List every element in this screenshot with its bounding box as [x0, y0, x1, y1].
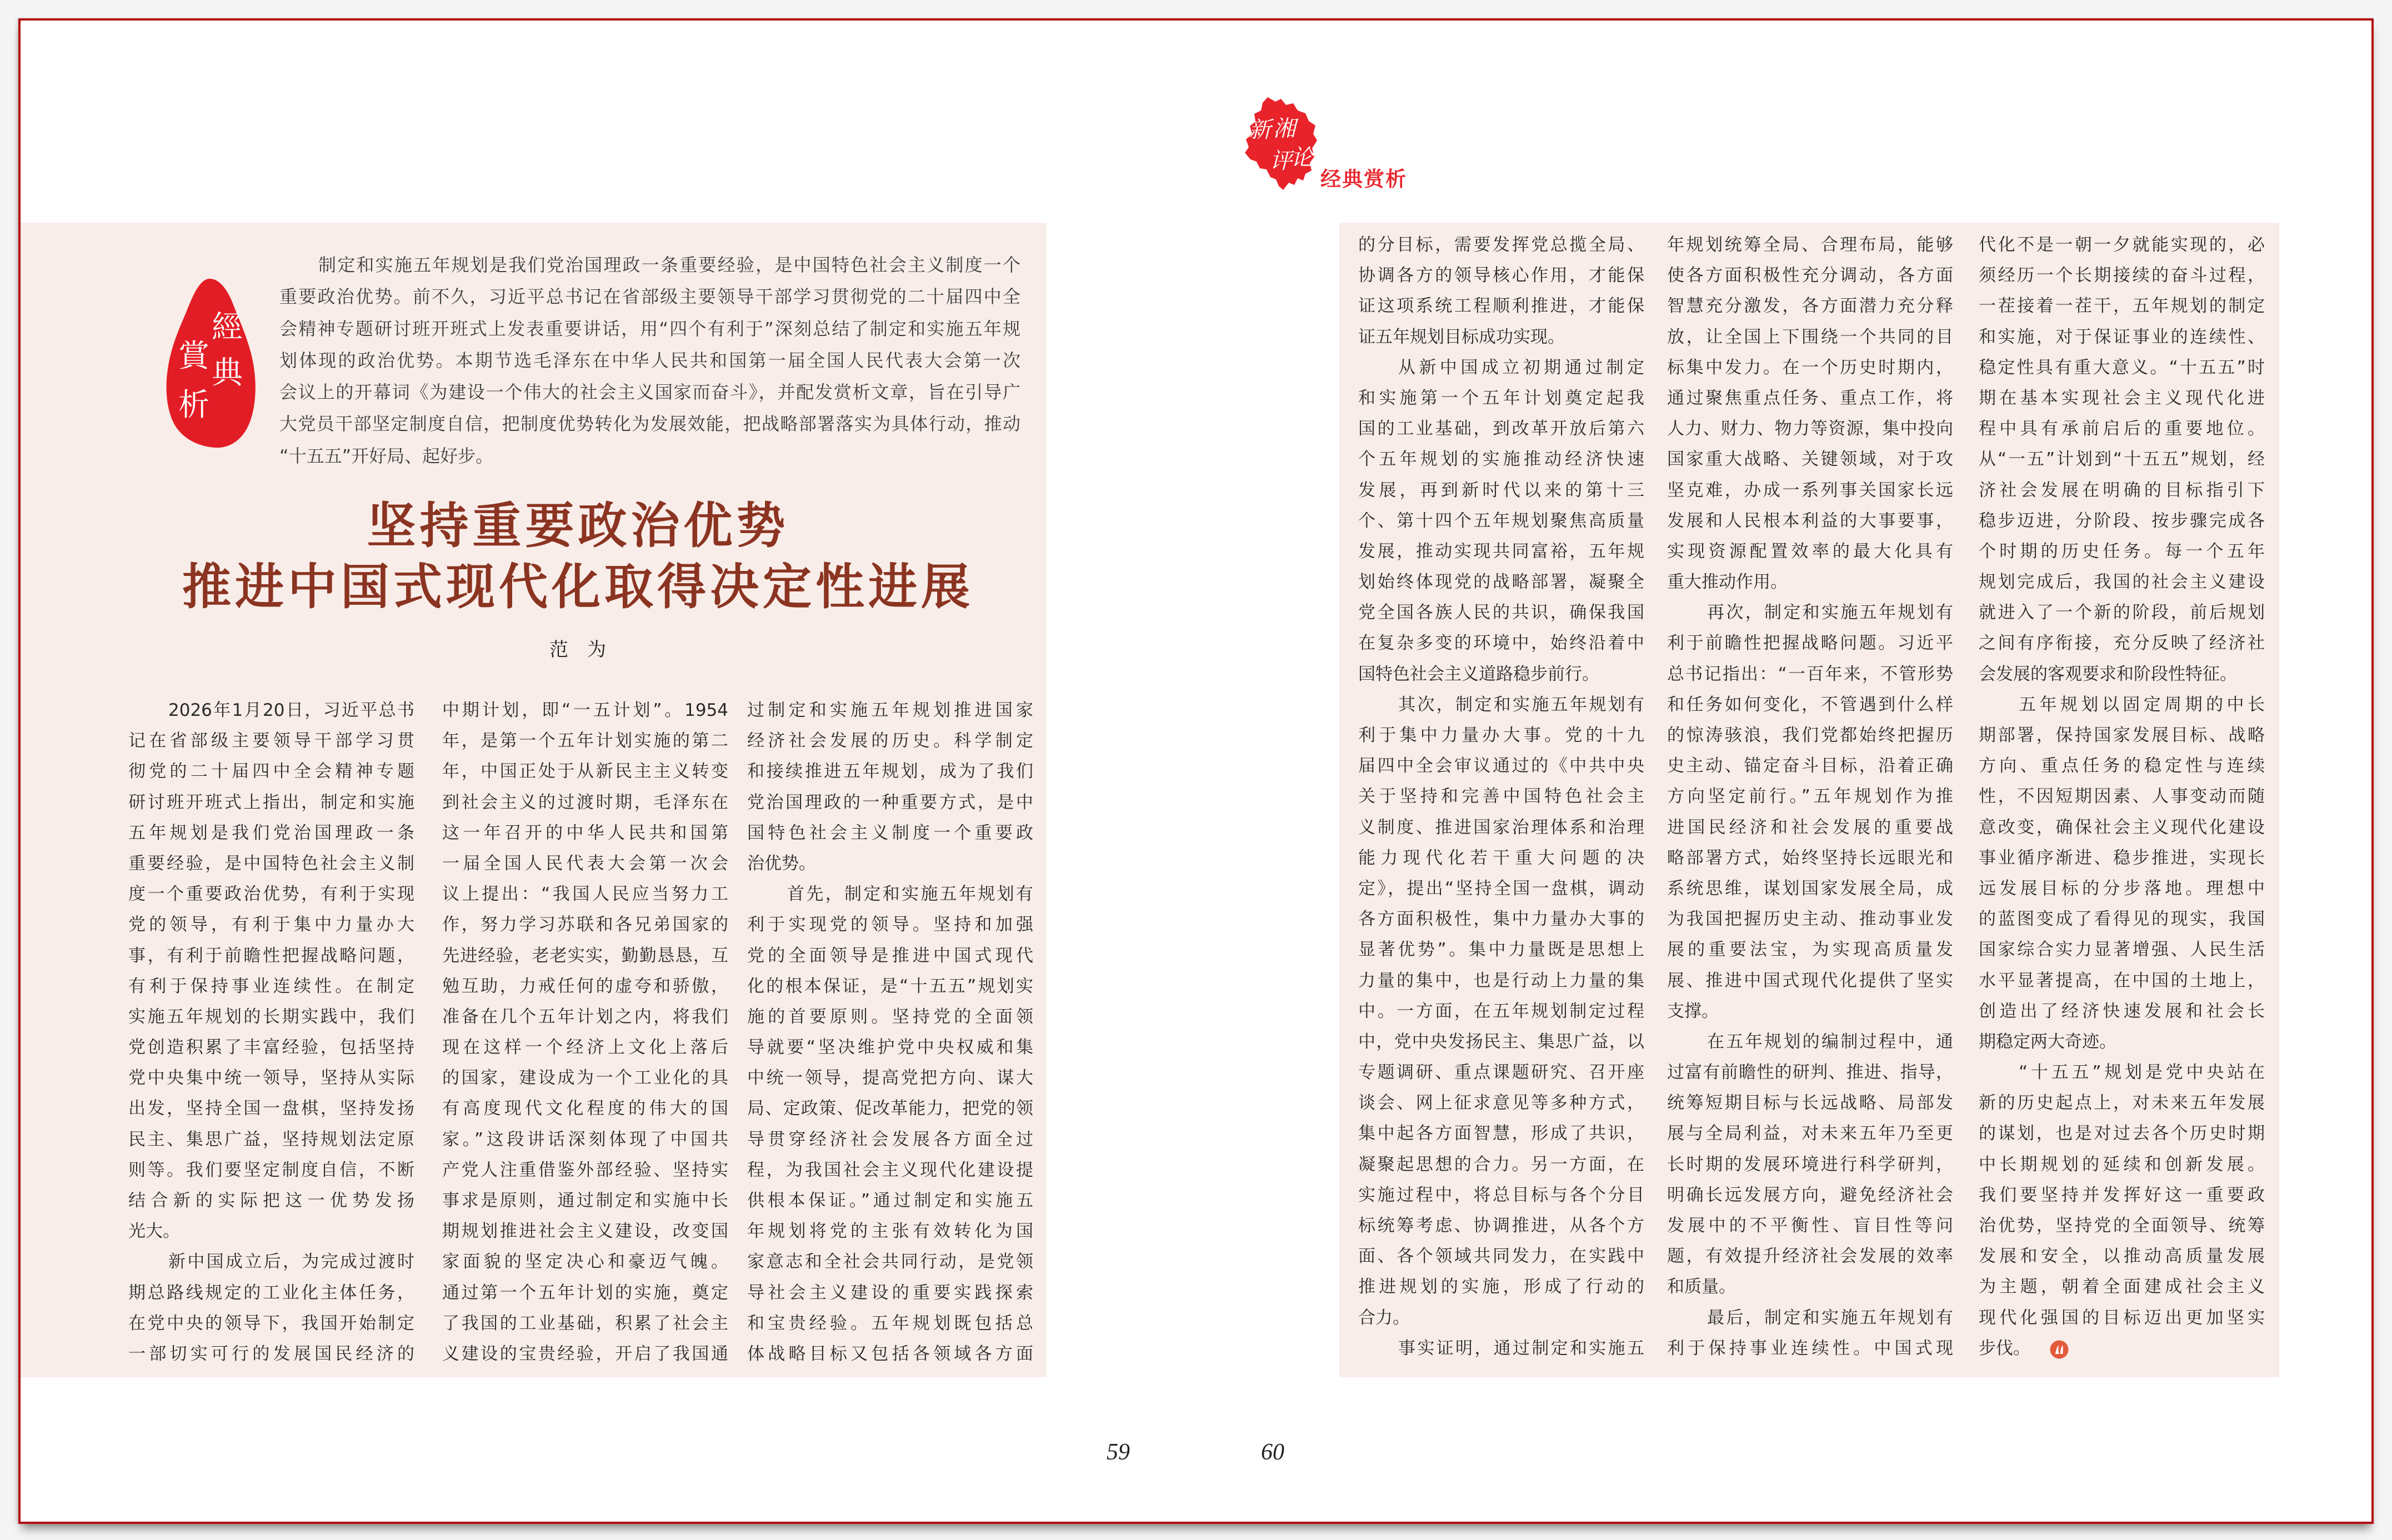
text-line: 创造出了经济快速发展和社会长: [1979, 1001, 2265, 1021]
text-line: 现代化强国的目标迈出更加坚实: [1979, 1307, 2265, 1328]
text-line: 过制定和实施五年规划推进国家: [747, 700, 1033, 720]
text-line: 集中起各方面智慧，形成了共识，: [1358, 1123, 1644, 1144]
text-line: 导社会主义建设的重要实践探索: [747, 1282, 1033, 1303]
text-line: 通过聚焦重点任务、重点工作，将: [1667, 388, 1953, 408]
text-line: 标统筹考虑、协调推进，从各个方: [1358, 1216, 1644, 1236]
paragraph: [1979, 690, 2265, 1057]
text-line: 的蓝图变成了看得见的现实，我国: [1979, 909, 2265, 930]
text-line: 和接续推进五年规划，成为了我们: [747, 761, 1033, 782]
text-line: 民主、集思广益，坚持规划法定原: [128, 1129, 414, 1150]
text-line: 放，让全国上下围绕一个共同的目: [1667, 327, 1953, 347]
text-line: 发展，推动实现共同富裕，五年规: [1358, 541, 1644, 561]
text-line: 义制度、推进国家治理体系和治理: [1358, 817, 1644, 837]
text-line: 史主动、锚定奋斗目标，沿着正确: [1667, 756, 1953, 776]
text-line: 家意志和全社会共同行动，是党领: [747, 1252, 1033, 1272]
text-line: 会精神专题研讨班开班式上发表重要讲话，用“四个有利于”深刻总结了制定和实施五年规: [279, 318, 1020, 339]
text-line: 关于坚持和完善中国特色社会主: [1358, 786, 1644, 807]
text-line: 证这项系统工程顺利推进，才能保: [1358, 296, 1644, 317]
text-line: 总书记指出：“一百年来，不管形势: [1667, 664, 1953, 684]
paragraph: [1358, 230, 1644, 353]
text-line: 重要经验，是中国特色社会主义制: [128, 853, 414, 874]
text-line: 程，为我国社会主义现代化建设提: [747, 1160, 1033, 1180]
text-line: 局、定政策、促改革能力，把党的领: [747, 1098, 1033, 1119]
article-column-6: [1979, 230, 2265, 1364]
text-line: 人力、财力、物力等资源，集中投向: [1667, 419, 1953, 439]
article-column-2: [442, 695, 728, 1370]
text-line: 能力现代化若干重大问题的决: [1358, 847, 1644, 868]
text-line: 个五年规划的实施推动经济快速: [1358, 449, 1644, 470]
text-line: 最后，制定和实施五年规划有: [1707, 1307, 1953, 1328]
text-line: 的国家，建设成为一个工业化的具: [442, 1068, 728, 1088]
text-line: 了我国的工业基础，积累了社会主: [442, 1313, 728, 1333]
text-line: 专题调研、重点课题研究、召开座: [1358, 1062, 1644, 1083]
text-line: 年规划将党的主张有效转化为国: [747, 1221, 1033, 1242]
text-line: 实施过程中，将总目标与各个分目: [1358, 1185, 1644, 1205]
text-line: 国家重大战略、关键领域，对于攻: [1667, 449, 1953, 470]
text-line: 中长期规划的延续和创新发展。: [1979, 1154, 2265, 1175]
text-line: 治优势，坚持党的全面领导、统筹: [1979, 1216, 2265, 1236]
text-line: 定》，提出“坚持全国一盘棋，调动: [1358, 878, 1644, 899]
text-line: 凝聚起思想的合力。另一方面，在: [1358, 1154, 1644, 1175]
text-line: 化的根本保证，是“十五五”规划实: [747, 976, 1033, 996]
text-line: 期部署，保持国家发展目标、战略: [1979, 725, 2265, 745]
text-line: 题，有效提升经济社会发展的效率: [1667, 1246, 1953, 1267]
text-line: 我们要坚持并发挥好这一重要政: [1979, 1185, 2265, 1205]
text-line: 党的领导，有利于集中力量办大: [128, 915, 414, 935]
text-line: 重大推动作用。: [1667, 572, 1788, 593]
hunan-map-logo-icon: [1244, 97, 1318, 190]
text-line: 2026年1月20日，习近平总书: [168, 700, 414, 720]
article-column-1: [128, 695, 414, 1370]
text-line: 则等。我们要坚定制度自信，不断: [128, 1160, 414, 1180]
seal-char: 析: [178, 387, 209, 423]
text-line: 结合新的实际把这一优势发扬: [128, 1191, 414, 1211]
text-line: 中统一领导，提高党把方向、谋大: [747, 1068, 1033, 1088]
text-line: 年，是第一个五年计划实施的第二: [442, 731, 728, 751]
text-line: 个、第十四个五年规划聚焦高质量: [1358, 510, 1644, 531]
text-line: 议上提出：“我国人民应当努力工: [442, 884, 728, 905]
paragraph: [747, 879, 1033, 1370]
text-line: 意改变，确保社会主义现代化建设: [1979, 817, 2265, 837]
text-line: 治优势。: [747, 853, 816, 874]
text-line: 远发展目标的分步落地。理想中: [1979, 878, 2265, 899]
text-line: 合力。: [1358, 1307, 1410, 1328]
text-line: 导贯穿经济社会发展各方面全过: [747, 1129, 1033, 1150]
text-line: 供根本保证。”通过制定和实施五: [747, 1191, 1033, 1211]
text-line: 划体现的政治优势。本期节选毛泽东在中华人民共和国第一届全国人民代表大会第一次: [279, 349, 1020, 371]
text-line: 进国民经济和社会发展的重要战: [1667, 817, 1953, 837]
text-line: 一届全国人民代表大会第一次会: [442, 853, 728, 874]
seal-stamp-icon: [165, 278, 257, 449]
text-line: 就进入了一个新的阶段，前后规划: [1979, 603, 2265, 623]
text-line: 的惊涛骇浪，我们党都始终把握历: [1667, 725, 1953, 745]
paragraph: [1358, 690, 1644, 1333]
text-line: 方向坚定前行。”五年规划作为推: [1667, 786, 1953, 807]
text-line: 度一个重要政治优势，有利于实现: [128, 884, 414, 905]
text-line: 大党员干部坚定制度自信，把制度优势转化为发展效能，把战略部署落实为具体行动，推动: [279, 413, 1020, 435]
text-line: 推进规划的实施，形成了行动的: [1358, 1277, 1644, 1297]
text-line: 导就要“坚决维护党中央权威和集: [747, 1037, 1033, 1058]
text-line: 展与全局利益，对未来五年乃至更: [1667, 1123, 1953, 1144]
title-line-1: 坚持重要政治优势: [367, 496, 789, 554]
text-line: 利于前瞻性把握战略问题。习近平: [1667, 633, 1953, 654]
text-line: 略部署方式，始终坚持长远眼光和: [1667, 847, 1953, 868]
text-line: 标集中发力。在一个历史时期内，: [1667, 357, 1953, 378]
text-line: 性，不因短期因素、人事变动而随: [1979, 786, 2265, 807]
text-line: 过富有前瞻性的研判、推进、指导，: [1667, 1062, 1953, 1083]
text-line: 智慧充分激发，各方面潜力充分释: [1667, 296, 1953, 317]
text-line: 使各方面积极性充分调动，各方面: [1667, 265, 1953, 286]
text-line: 各方面积极性，集中力量办大事的: [1358, 909, 1644, 930]
article-column-4: [1358, 230, 1644, 1364]
text-line: 步伐。: [1979, 1338, 2030, 1358]
paragraph: [1667, 1303, 1953, 1364]
text-line: 家面貌的坚定决心和豪迈气魄。: [442, 1252, 728, 1272]
author-name: 范 为: [549, 639, 606, 661]
text-line: 一茬接着一茬干，五年规划的制定: [1979, 296, 2265, 317]
logo-char: 新: [1249, 117, 1271, 143]
text-line: 中期计划，即“一五计划”。1954: [442, 700, 728, 720]
text-line: 济社会发展在明确的目标指引下: [1979, 480, 2265, 500]
seal-char: 典: [212, 355, 243, 391]
text-line: 中，党中央发扬民主、集思广益，以: [1358, 1031, 1644, 1052]
text-line: 记在省部级主要领导干部学习贯: [128, 731, 414, 751]
text-line: 国的工业基础，到改革开放后第六: [1358, 419, 1644, 439]
text-line: 其次，制定和实施五年规划有: [1398, 694, 1644, 715]
text-line: 光大。: [128, 1221, 180, 1242]
text-line: 施的首要原则。坚持党的全面领: [747, 1006, 1033, 1027]
text-line: 党的全面领导是推进中国式现代: [747, 945, 1033, 966]
text-line: 利于保持事业连续性。中国式现: [1667, 1338, 1953, 1358]
text-line: 会发展的客观要求和阶段性特征。: [1979, 664, 2237, 684]
text-line: 五年规划以固定周期的中长: [2019, 694, 2265, 715]
text-line: 在复杂多变的环境中，始终沿着中: [1358, 633, 1644, 654]
text-line: 事实证明，通过制定和实施五: [1398, 1338, 1644, 1358]
text-line: 须经历一个长期接续的奋斗过程，: [1979, 265, 2265, 286]
text-line: 的谋划，也是对过去各个历史时期: [1979, 1123, 2265, 1144]
text-line: 个时期的历史任务。每一个五年: [1979, 541, 2265, 561]
text-line: 期在基本实现社会主义现代化进: [1979, 388, 2265, 408]
text-line: 家。”这段讲话深刻体现了中国共: [442, 1129, 728, 1150]
paragraph: [1667, 1027, 1953, 1303]
text-line: 利于实现党的领导。坚持和加强: [747, 915, 1033, 935]
paragraph: [1979, 1057, 2265, 1364]
text-line: 展、推进中国式现代化提供了坚实: [1667, 970, 1953, 991]
text-line: 首先，制定和实施五年规划有: [787, 884, 1033, 905]
text-line: 谈会、网上征求意见等多种方式，: [1358, 1093, 1644, 1113]
text-line: 证五年规划目标成功实现。: [1358, 327, 1565, 347]
text-line: 国特色社会主义道路稳步前行。: [1358, 664, 1599, 684]
text-line: 从新中国成立初期通过制定: [1398, 357, 1644, 378]
editor-intro: [279, 249, 1020, 472]
text-line: 党中央集中统一领导，坚持从实际: [128, 1068, 414, 1088]
text-line: 面、各个领域共同发力，在实践中: [1358, 1246, 1644, 1267]
text-line: 经济社会发展的历史。科学制定: [747, 731, 1033, 751]
seal-char: 經: [212, 309, 243, 345]
text-line: 明确长远发展方向，避免经济社会: [1667, 1185, 1953, 1205]
paragraph: [279, 249, 1020, 472]
text-line: 五年规划是我们党治国理政一条: [128, 822, 414, 843]
page-number-right: 60: [1261, 1439, 1284, 1465]
text-line: 准备在几个五年计划之内，将我们: [442, 1006, 728, 1027]
text-line: 党创造积累了丰富经验，包括坚持: [128, 1037, 414, 1058]
text-line: 彻党的二十届四中全会精神专题: [128, 761, 414, 782]
text-line: 期规划推进社会主义建设，改变国: [442, 1221, 728, 1242]
text-line: 支撑。: [1667, 1001, 1719, 1021]
text-line: 在党中央的领导下，我国开始制定: [128, 1313, 414, 1333]
text-line: 和任务如何变化，不管遇到什么样: [1667, 694, 1953, 715]
text-line: 的分目标，需要发挥党总揽全局、: [1358, 235, 1644, 255]
text-line: 显著优势”。集中力量既是思想上: [1358, 940, 1644, 960]
text-line: 规划完成后，我国的社会主义建设: [1979, 572, 2265, 593]
text-line: 协调各方的领导核心作用，才能保: [1358, 265, 1644, 286]
text-line: 方向、重点任务的稳定性与连续: [1979, 756, 2265, 776]
text-line: 从“一五”计划到“十五五”规划，经: [1979, 449, 2265, 470]
text-line: 利于集中力量办大事。党的十九: [1358, 725, 1644, 745]
text-line: 研讨班开班式上指出，制定和实施: [128, 792, 414, 812]
text-line: 新的历史起点上，对未来五年发展: [1979, 1093, 2265, 1113]
text-line: 事求是原则，通过制定和实施中长: [442, 1191, 728, 1211]
logo-char: 论: [1291, 145, 1313, 170]
text-line: 一部切实可行的发展国民经济的: [128, 1343, 414, 1364]
text-line: 发展和人民根本利益的大事要事，: [1667, 510, 1953, 531]
text-line: 系统思维，谋划国家发展全局，成: [1667, 878, 1953, 899]
paragraph: [1358, 1333, 1644, 1364]
paragraph: [442, 695, 728, 1370]
text-line: 现在这样一个经济上文化上落后: [442, 1037, 728, 1058]
text-line: 届四中全会审议通过的《中共中央: [1358, 756, 1644, 776]
text-line: 稳步迈进，分阶段、按步骤完成各: [1979, 510, 2265, 531]
text-line: 体战略目标又包括各领域各方面: [747, 1343, 1033, 1364]
text-line: 会议上的开幕词《为建设一个伟大的社会主义国家而奋斗》，并配发赏析文章，旨在引导广: [279, 382, 1020, 403]
text-line: 党全国各族人民的共识，确保我国: [1358, 603, 1644, 623]
paragraph: [128, 695, 414, 1247]
article-title: [180, 495, 976, 617]
article-column-5: [1667, 230, 1953, 1364]
article-column-3: [747, 695, 1033, 1370]
text-line: 国特色社会主义制度一个重要政: [747, 822, 1033, 843]
text-line: 再次，制定和实施五年规划有: [1707, 603, 1953, 623]
section-label: 经典赏析: [1320, 167, 1407, 191]
paragraph: [1979, 230, 2265, 690]
text-line: 和实施第一个五年计划奠定起我: [1358, 388, 1644, 408]
text-line: 期总路线规定的工业化主体任务，: [128, 1282, 414, 1303]
text-line: 重要政治优势。前不久，习近平总书记在省部级主要领导干部学习贯彻党的二十届四中全: [279, 286, 1020, 308]
text-line: 到社会主义的过渡时期，毛泽东在: [442, 792, 728, 812]
text-line: 出发，坚持全国一盘棋，坚持发扬: [128, 1098, 414, 1119]
text-line: 这一年召开的中华人民共和国第: [442, 822, 728, 843]
text-line: 程中具有承前启后的重要地位。: [1979, 419, 2265, 439]
text-line: 新中国成立后，为完成过渡时: [168, 1252, 414, 1272]
text-line: 和实施，对于保证事业的连续性、: [1979, 327, 2265, 347]
text-line: 产党人注重借鉴外部经验、坚持实: [442, 1160, 728, 1180]
text-line: 稳定性具有重大意义。“十五五”时: [1979, 357, 2265, 378]
text-line: 之间有序衔接，充分反映了经济社: [1979, 633, 2265, 654]
text-line: 期稳定两大奇迹。: [1979, 1031, 2116, 1052]
end-of-article-icon: [2050, 1340, 2069, 1359]
logo-char: 评: [1270, 148, 1292, 174]
text-line: 发展中的不平衡性、盲目性等问: [1667, 1216, 1953, 1236]
title-line-2: 推进中国式现代化取得决定性进展: [182, 558, 974, 615]
text-line: “十五五”开好局、起好步。: [279, 445, 494, 466]
text-line: 实施五年规划的长期实践中，我们: [128, 1006, 414, 1027]
text-line: 先进经验，老老实实，勤勤恳恳，互: [442, 945, 728, 966]
text-line: 发展和安全，以推动高质量发展: [1979, 1246, 2265, 1267]
paragraph: [1667, 230, 1953, 598]
text-line: 有利于保持事业连续性。在制定: [128, 976, 414, 996]
text-line: 中。一方面，在五年规划制定过程: [1358, 1001, 1644, 1021]
text-line: 发展，再到新时代以来的第十三: [1358, 480, 1644, 500]
text-line: 有高度现代文化程度的伟大的国: [442, 1098, 728, 1119]
text-line: 为主题，朝着全面建成社会主义: [1979, 1277, 2265, 1297]
text-line: 为我国把握历史主动、推动事业发: [1667, 909, 1953, 930]
text-line: 在五年规划的编制过程中，通: [1707, 1031, 1953, 1052]
seal-char: 賞: [178, 338, 209, 374]
paragraph: [1667, 598, 1953, 1027]
text-line: 作，努力学习苏联和各兄弟国家的: [442, 915, 728, 935]
text-line: 年规划统筹全局、合理布局，能够: [1667, 235, 1953, 255]
paragraph: [1358, 353, 1644, 690]
text-line: 制定和实施五年规划是我们党治国理政一条重要经验，是中国特色社会主义制度一个: [318, 254, 1020, 275]
logo-char: 湘: [1273, 116, 1295, 142]
page-number-left: 59: [1107, 1439, 1130, 1465]
text-line: 划始终体现党的战略部署，凝聚全: [1358, 572, 1644, 593]
text-line: 统筹短期目标与长远战略、局部发: [1667, 1093, 1953, 1113]
paragraph: [747, 695, 1033, 879]
text-line: 事，有利于前瞻性把握战略问题，: [128, 945, 414, 966]
text-line: 党治国理政的一种重要方式，是中: [747, 792, 1033, 812]
text-line: 展的重要法宝，为实现高质量发: [1667, 940, 1953, 960]
text-line: 勉互助，力戒任何的虚夸和骄傲，: [442, 976, 728, 996]
text-line: 和质量。: [1667, 1277, 1736, 1297]
text-line: 坚克难，办成一系列事关国家长远: [1667, 480, 1953, 500]
text-line: 和宝贵经验。五年规划既包括总: [747, 1313, 1033, 1333]
text-line: 代化不是一朝一夕就能实现的，必: [1979, 235, 2265, 255]
text-line: 长时期的发展环境进行科学研判，: [1667, 1154, 1953, 1175]
text-line: 义建设的宝贵经验，开启了我国通: [442, 1343, 728, 1364]
text-line: 水平显著提高，在中国的土地上，: [1979, 970, 2265, 991]
text-line: “十五五”规划是党中央站在: [2019, 1062, 2265, 1083]
text-line: 事业循序渐进、稳步推进，实现长: [1979, 847, 2265, 868]
text-line: 年，中国正处于从新民主主义转变: [442, 761, 728, 782]
text-line: 国家综合实力显著增强、人民生活: [1979, 940, 2265, 960]
paragraph: [128, 1247, 414, 1370]
text-line: 通过第一个五年计划的实施，奠定: [442, 1282, 728, 1303]
text-line: 实现资源配置效率的最大化具有: [1667, 541, 1953, 561]
text-line: 力量的集中，也是行动上力量的集: [1358, 970, 1644, 991]
